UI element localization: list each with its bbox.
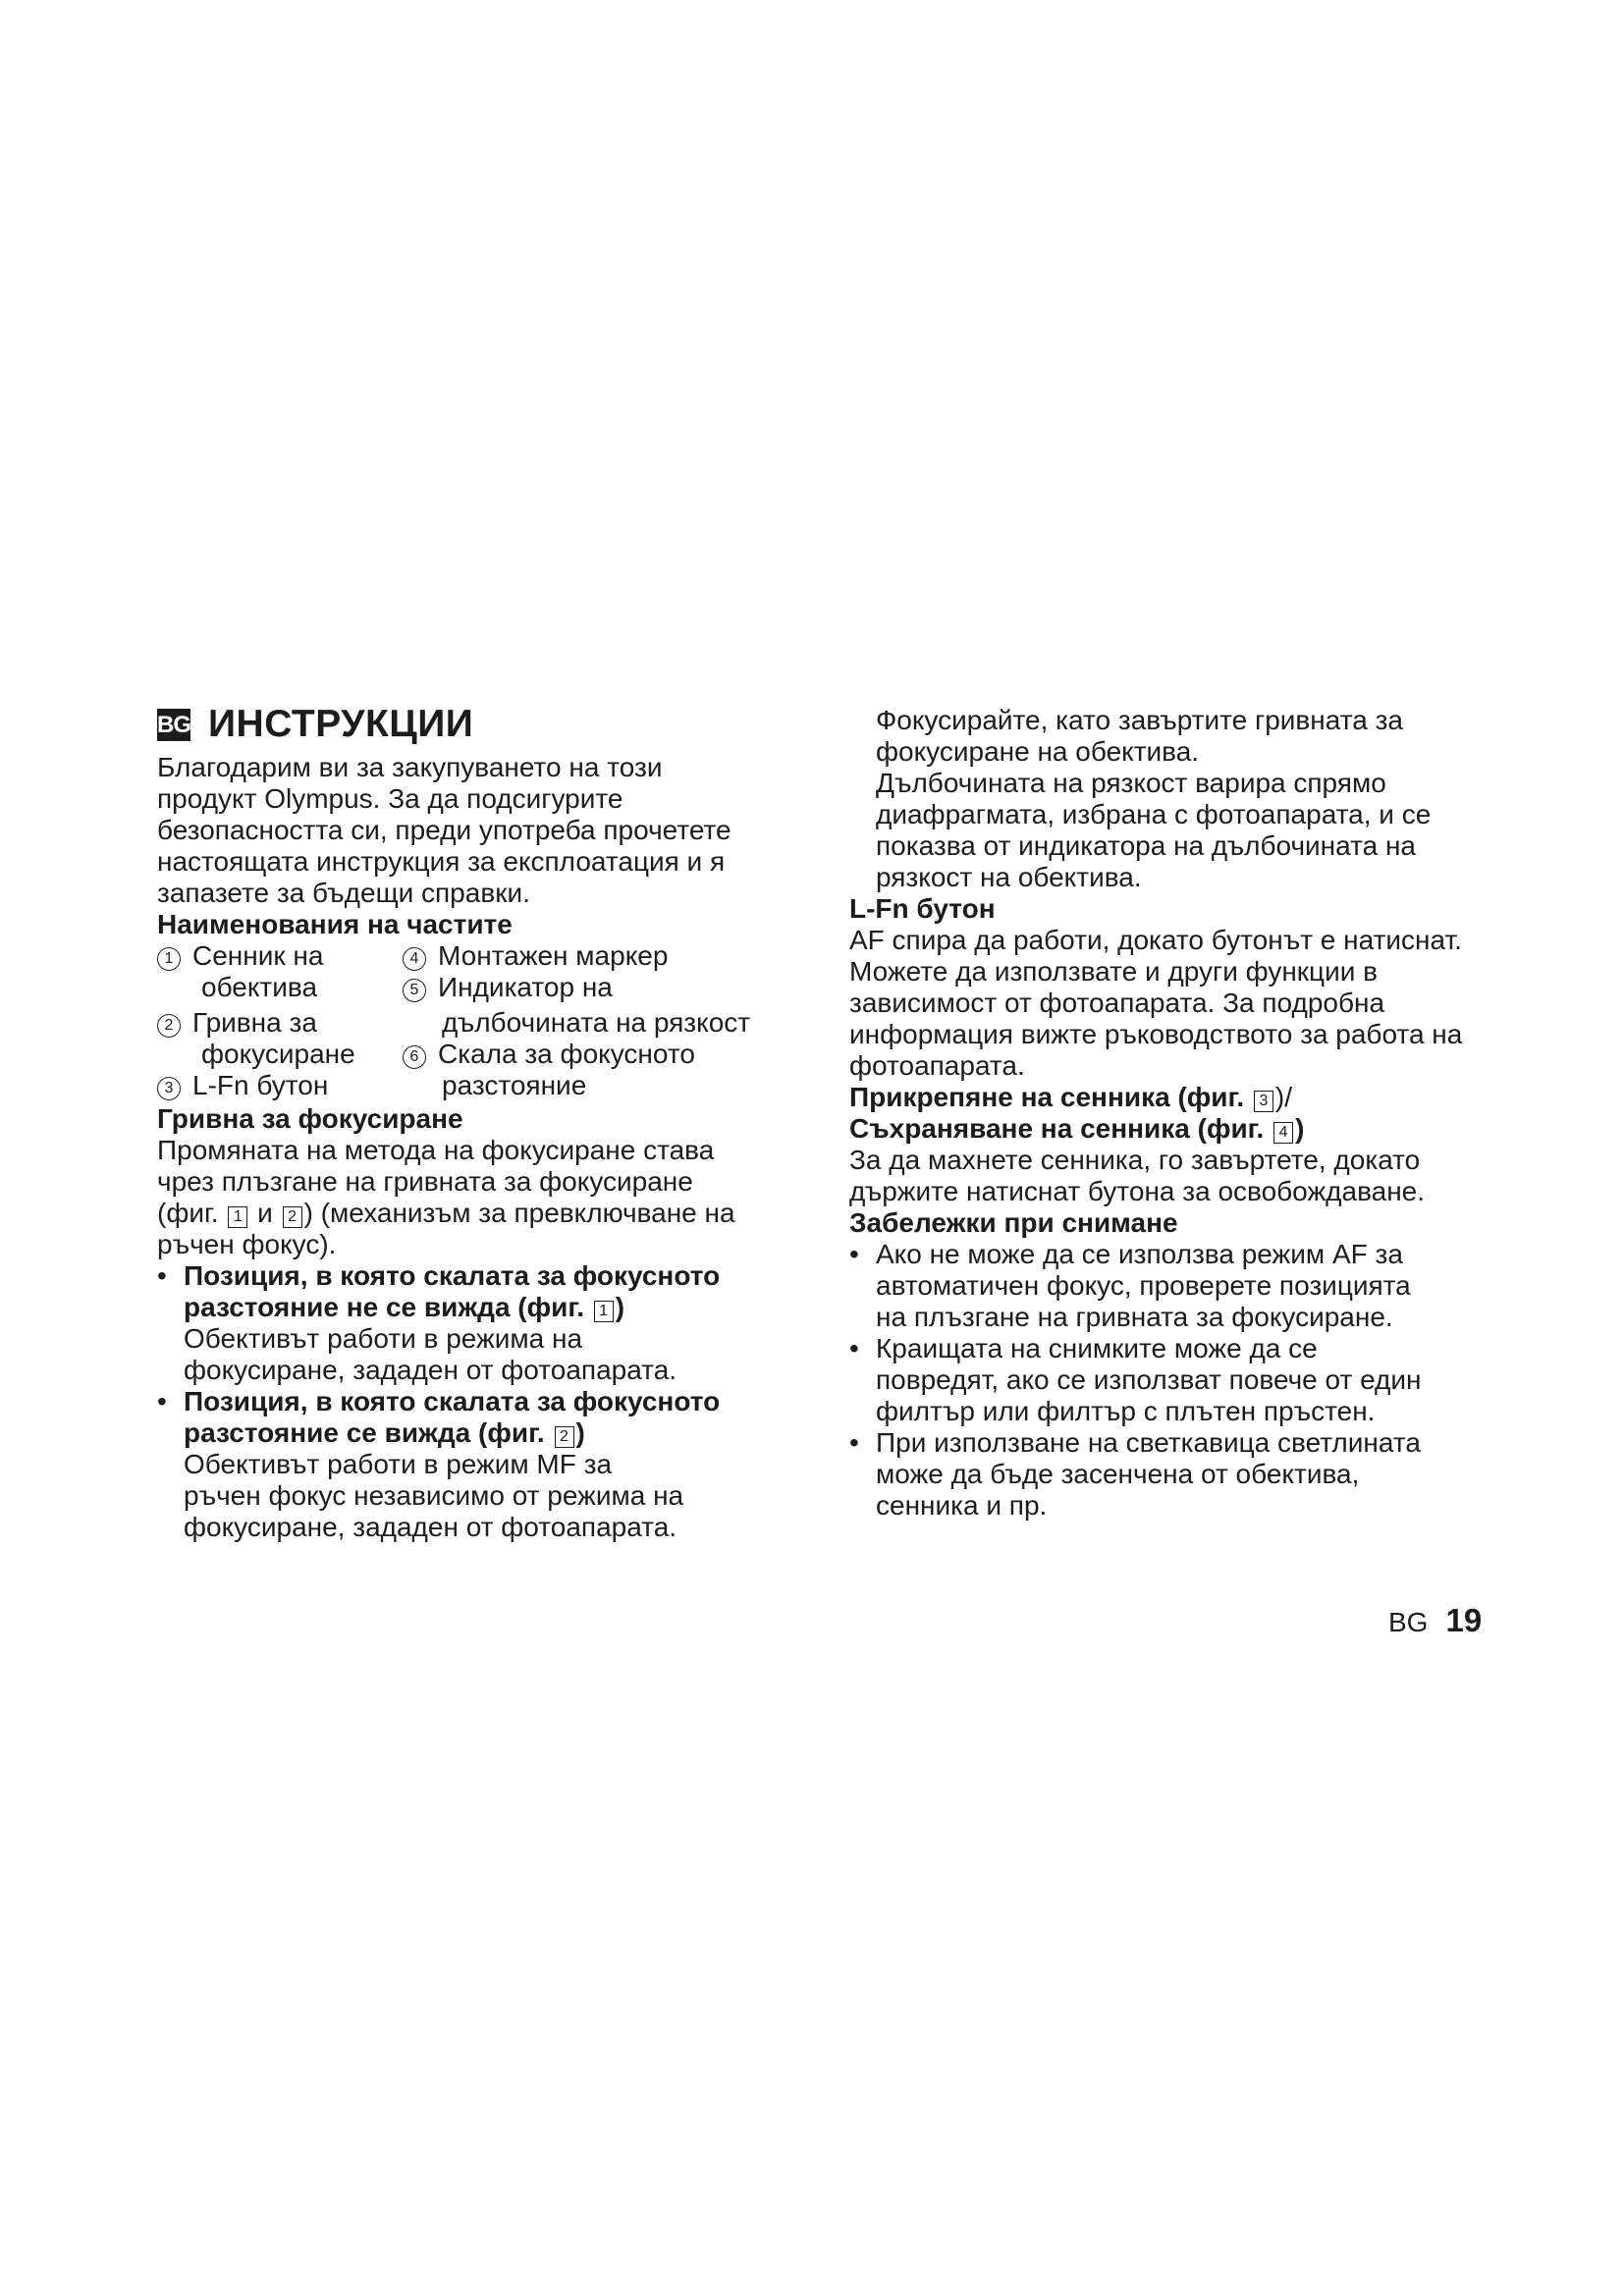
circled-number-icon: 5 xyxy=(403,979,426,1002)
text-line: Ако не може да се използва режим AF за xyxy=(876,1239,1403,1269)
text-line: зависимост от фотоапарата. За подробна xyxy=(849,988,1385,1018)
part-item-2 xyxy=(157,1007,403,1039)
text-fragment: разстояние не се вижда (фиг. xyxy=(184,1292,584,1322)
text-line: информация вижте ръководството за работа на xyxy=(849,1019,1463,1049)
circled-number-icon: 1 xyxy=(157,947,181,971)
part-item-4 xyxy=(403,940,795,972)
text-line: на плъзгане на гривната за фокусиране. xyxy=(876,1302,1393,1332)
intro-paragraph xyxy=(157,752,795,909)
depth-of-field-paragraph xyxy=(849,705,1497,893)
text-line: Дълбочината на рязкост варира спрямо xyxy=(876,768,1386,798)
part-label-cont: фокусиране xyxy=(201,1039,355,1069)
page-footer xyxy=(1388,1602,1482,1639)
hood-storage-heading xyxy=(849,1113,1497,1145)
part-label: Индикатор на xyxy=(438,972,613,1002)
text-line: При използване на светкавица светлината xyxy=(876,1427,1421,1458)
part-item-6 xyxy=(403,1039,795,1070)
text-fragment: Съхраняване на сенника (фиг. xyxy=(849,1113,1265,1144)
parts-column-2 xyxy=(403,940,795,1101)
part-item-5 xyxy=(403,972,795,1003)
part-label-cont: обектива xyxy=(201,972,318,1002)
left-column xyxy=(157,699,795,1543)
bullet-icon: • xyxy=(849,1239,859,1269)
text-line: автоматичен фокус, проверете позицията xyxy=(876,1270,1411,1301)
focus-ring-heading: Гривна за фокусиране xyxy=(157,1103,463,1134)
text-line: Можете да използвате и други функции в xyxy=(849,956,1379,987)
intro-line: продукт Olympus. За да подсигурите xyxy=(157,783,623,814)
figure-ref-icon: 3 xyxy=(1254,1091,1273,1112)
text-line: диафрагмата, избрана с фотоапарата, и се xyxy=(876,799,1432,829)
text-fragment: ) xyxy=(1295,1113,1305,1144)
note-item xyxy=(849,1333,1497,1427)
text-line xyxy=(157,1198,795,1229)
text-line: ръчен фокус). xyxy=(157,1229,337,1259)
text-line: държите натиснат бутона за освобождаване. xyxy=(849,1176,1426,1206)
text-line: Обективът работи в режим MF за xyxy=(184,1449,613,1479)
language-code: BG xyxy=(1388,1607,1429,1637)
text-line: показва от индикатора на дълбочината на xyxy=(876,830,1416,861)
page-title: ИНСТРУКЦИИ xyxy=(208,703,474,745)
intro-line: настоящата инструкция за експлоатация и я xyxy=(157,846,726,877)
part-label-cont: дълбочината на рязкост xyxy=(442,1007,751,1038)
text-line: сенника и пр. xyxy=(876,1490,1048,1521)
text-fragment: ) xyxy=(615,1292,625,1322)
note-item xyxy=(849,1427,1497,1522)
part-label: Гривна за xyxy=(192,1007,317,1038)
bullet-heading xyxy=(184,1417,795,1449)
text-line: Обективът работи в режима на xyxy=(184,1323,583,1354)
focus-ring-paragraph xyxy=(157,1135,795,1260)
circled-number-icon: 6 xyxy=(403,1045,426,1069)
part-label: Монтажен маркер xyxy=(438,940,669,971)
figure-ref-icon: 1 xyxy=(594,1301,614,1322)
text-line: фокусиране, зададен от фотоапарата. xyxy=(184,1512,677,1542)
bullet-heading: Позиция, в която скалата за фокусното xyxy=(184,1260,721,1291)
text-fragment: (фиг. xyxy=(157,1198,219,1228)
note-item xyxy=(849,1239,1497,1333)
page-number: 19 xyxy=(1445,1602,1483,1638)
bullet-icon: • xyxy=(157,1260,167,1291)
lfn-heading: L-Fn бутон xyxy=(849,893,996,924)
text-line: повредят, ако се използват повече от един xyxy=(876,1364,1422,1395)
text-fragment: ) xyxy=(575,1417,585,1448)
part-label: Сенник на xyxy=(192,940,324,971)
bullet-item xyxy=(157,1260,795,1386)
text-fragment: и xyxy=(257,1198,273,1228)
text-line: Фокусирайте, като завъртите гривната за xyxy=(876,705,1403,735)
part-label: Скала за фокусното xyxy=(438,1039,695,1069)
hood-paragraph xyxy=(849,1145,1497,1207)
bullet-icon: • xyxy=(157,1386,167,1416)
bullet-heading xyxy=(184,1292,795,1323)
figure-ref-icon: 2 xyxy=(283,1206,302,1228)
text-line: рязкост на обектива. xyxy=(876,862,1142,892)
text-line: За да махнете сенника, го завъртете, докато xyxy=(849,1145,1421,1175)
text-fragment: разстояние се вижда (фиг. xyxy=(184,1417,545,1448)
text-line: Промяната на метода на фокусиране става xyxy=(157,1135,715,1165)
intro-line: Благодарим ви за закупуването на този xyxy=(157,752,663,782)
parts-list xyxy=(157,940,795,1101)
lfn-paragraph xyxy=(849,925,1497,1082)
notes-heading: Забележки при снимане xyxy=(849,1207,1178,1238)
parts-heading: Наименования на частите xyxy=(157,909,513,939)
intro-line: безопасността си, преди употреба прочетете xyxy=(157,815,731,845)
text-line: фокусиране, зададен от фотоапарата. xyxy=(184,1355,677,1385)
text-line: филтър или филтър с плътен пръстен. xyxy=(876,1396,1376,1426)
text-line: фокусиране на обектива. xyxy=(876,736,1200,767)
intro-line: запазете за бъдещи справки. xyxy=(157,878,530,908)
text-fragment: )/ xyxy=(1274,1082,1293,1112)
figure-ref-icon: 4 xyxy=(1273,1122,1293,1144)
text-line: Краищата на снимките може да се xyxy=(876,1333,1318,1363)
text-fragment: Прикрепяне на сенника (фиг. xyxy=(849,1082,1245,1112)
bullet-heading: Позиция, в която скалата за фокусното xyxy=(184,1386,721,1416)
bullet-item xyxy=(157,1386,795,1543)
right-column xyxy=(849,705,1497,1522)
page-heading xyxy=(157,699,795,750)
figure-ref-icon: 1 xyxy=(228,1206,247,1228)
circled-number-icon: 3 xyxy=(157,1077,181,1100)
text-fragment: ) (механизъм за превключване на xyxy=(303,1198,735,1228)
text-line: ръчен фокус независимо от режима на xyxy=(184,1480,684,1511)
figure-ref-icon: 2 xyxy=(555,1426,574,1448)
part-item-3 xyxy=(157,1070,403,1101)
text-line: фотоапарата. xyxy=(849,1050,1025,1081)
parts-column-1 xyxy=(157,940,403,1101)
bullet-icon: • xyxy=(849,1427,859,1458)
text-line: AF спира да работи, докато бутонът е натиснат. xyxy=(849,925,1462,955)
part-label: L-Fn бутон xyxy=(192,1070,329,1100)
language-badge: BG xyxy=(157,709,190,741)
circled-number-icon: 4 xyxy=(403,947,426,971)
bullet-icon: • xyxy=(849,1333,859,1363)
text-line: може да бъде засенчена от обектива, xyxy=(876,1459,1360,1489)
text-line: чрез плъзгане на гривната за фокусиране xyxy=(157,1166,693,1197)
part-item-1 xyxy=(157,940,403,972)
circled-number-icon: 2 xyxy=(157,1014,181,1038)
hood-attach-heading xyxy=(849,1082,1497,1113)
part-label-cont: разстояние xyxy=(442,1070,587,1100)
